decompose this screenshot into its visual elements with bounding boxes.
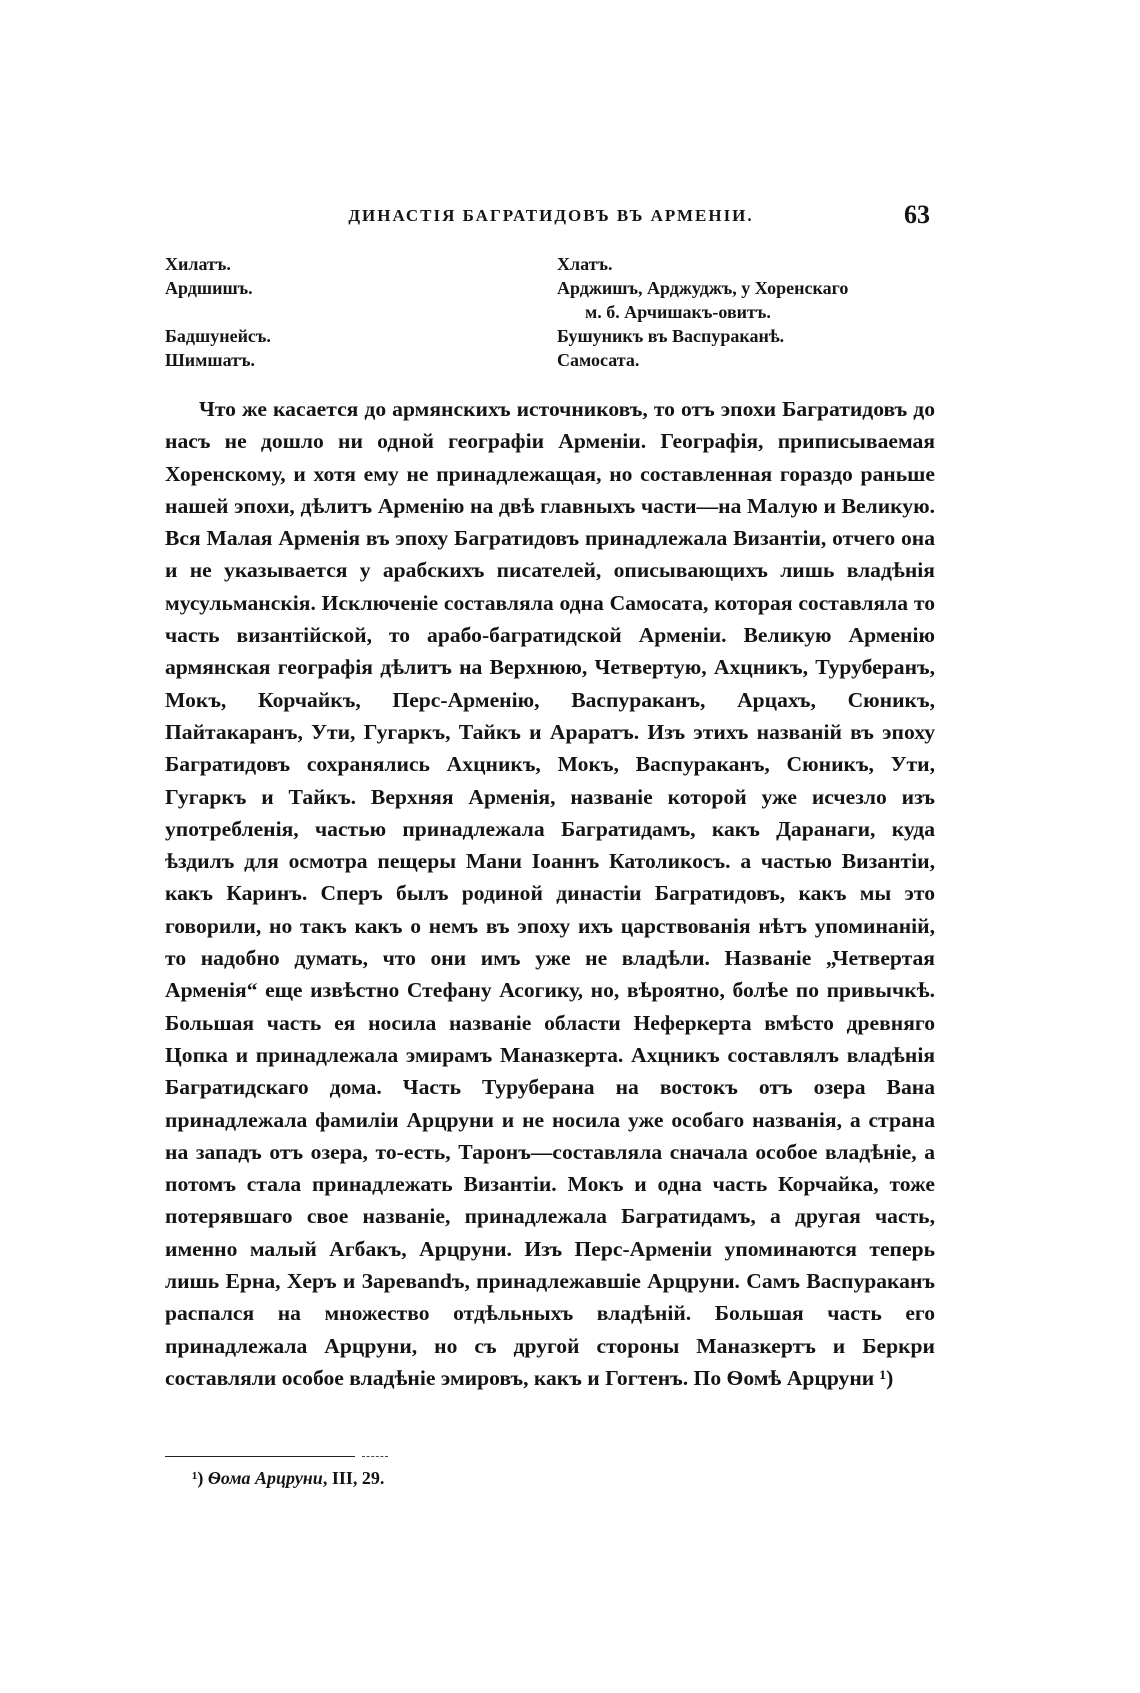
arabic-name: Бадшунейсъ. [165, 326, 271, 346]
place-name-table [165, 252, 945, 372]
body-paragraph [165, 393, 935, 1394]
armenian-name: Бушуникъ въ Васпураканѣ. [557, 326, 785, 346]
footnote-source-title: Ѳома Арцруни [207, 1468, 323, 1488]
place-name-row [165, 324, 945, 348]
arabic-name: Хилатъ. [165, 254, 231, 274]
footnote-source-ref: , III, 29. [322, 1468, 385, 1488]
footnote [192, 1468, 384, 1489]
arabic-name: Шимшатъ. [165, 350, 255, 370]
armenian-name: Хлатъ. [557, 254, 613, 274]
armenian-name-group [557, 276, 945, 324]
footnote-marker: ¹) [192, 1468, 204, 1488]
footnote-reference: ¹) [879, 1365, 894, 1390]
running-title: ДИНАСТІЯ БАГРАТИДОВЪ ВЪ АРМЕНІИ. [348, 206, 754, 225]
arabic-name: Ардшишъ. [165, 278, 253, 298]
footnote-divider-dash [362, 1456, 388, 1457]
armenian-name: Арджишъ, Арджуджъ, у Хоренскаго [557, 278, 849, 298]
armenian-name-continuation: м. б. Арчишакъ-овитъ. [585, 302, 771, 322]
place-name-row [165, 348, 945, 372]
page-header [172, 200, 930, 236]
place-name-row [165, 276, 945, 324]
footnote-divider [165, 1456, 355, 1457]
page-number: 63 [904, 200, 930, 229]
place-name-row [165, 252, 945, 276]
armenian-name: Самосата. [557, 350, 640, 370]
body-paragraph-text: Что же касается до армянскихъ источниковъ, то отъ эпохи Багратидовъ до насъ не дошло ни одной географіи Арменіи. Географія, приписываемая Хоренскому, и хотя ему не принадлежащая, но составленная гораздо раньше нашей эпохи, дѣлитъ Арменію на двѣ главныхъ части—на Малую и Великую. Вся Малая Арменія въ эпоху Багратидовъ принадлежала Византіи, отчего она и не указывается у арабскихъ писателей, описывающихъ лишь владѣнія мусульманскія. Исключеніе составляла одна Самосата, которая составляла то часть византійской, то арабо-багратидской Арменіи. Великую Арменію армянская географія дѣлитъ на Верхнюю, Четвертую, Ахцникъ, Туруберанъ, Мокъ, Корчайкъ, Перс-Арменію, Васпураканъ, Арцахъ, Сюникъ, Пайтакаранъ, Ути, Гугаркъ, Тайкъ и Араратъ. Изъ этихъ названій въ эпоху Багратидовъ сохранялись Ахцникъ, Мокъ, Васпураканъ, Сюникъ, Ути, Гугаркъ и Тайкъ. Верхняя Арменія, названіе которой уже исчезло изъ употребленія, частью принадлежала Багратидамъ, какъ Даранаги, куда ѣздилъ для осмотра пещеры Мани Іоаннъ Католикосъ. а частью Византіи, какъ Каринъ. Сперъ былъ родиной династіи Багратидовъ, какъ мы это говорили, но такъ какъ о немъ въ эпоху ихъ царствованія нѣтъ упоминаній, то надобно думать, что они имъ уже не владѣли. Названіе „Четвертая Арменія“ еще извѣстно Стефану Асогику, но, вѣроятно, болѣе по привычкѣ. Большая часть ея носила названіе области Неферкерта вмѣсто древняго Цопка и принадлежала эмирамъ Маназкерта. Ахцникъ составлялъ владѣнія Багратидскаго дома. Часть Туруберана на востокъ отъ озера Вана принадлежала фамиліи Арцруни и не носила уже особаго названія, а страна на западъ отъ озера, то-есть, Таронъ—составляла сначала особое владѣніе, а потомъ стала принадлежать Византіи. Мокъ и одна часть Корчайка, тоже потерявшаго свое названіе, принадлежала Багратидамъ, а другая часть, именно малый Агбакъ, Арцруни. Изъ Перс-Арменіи упоминаются теперь лишь Ерна, Херъ и Зареваndъ, принадлежавшіе Арцруни. Самъ Васпураканъ распался на множество отдѣльныхъ владѣній. Большая часть его принадлежала Арцруни, но съ другой стороны Маназкертъ и Беркри составляли особое владѣніе эмировъ, какъ и Гогтенъ. По Ѳомѣ Арцруни [165, 397, 935, 1390]
